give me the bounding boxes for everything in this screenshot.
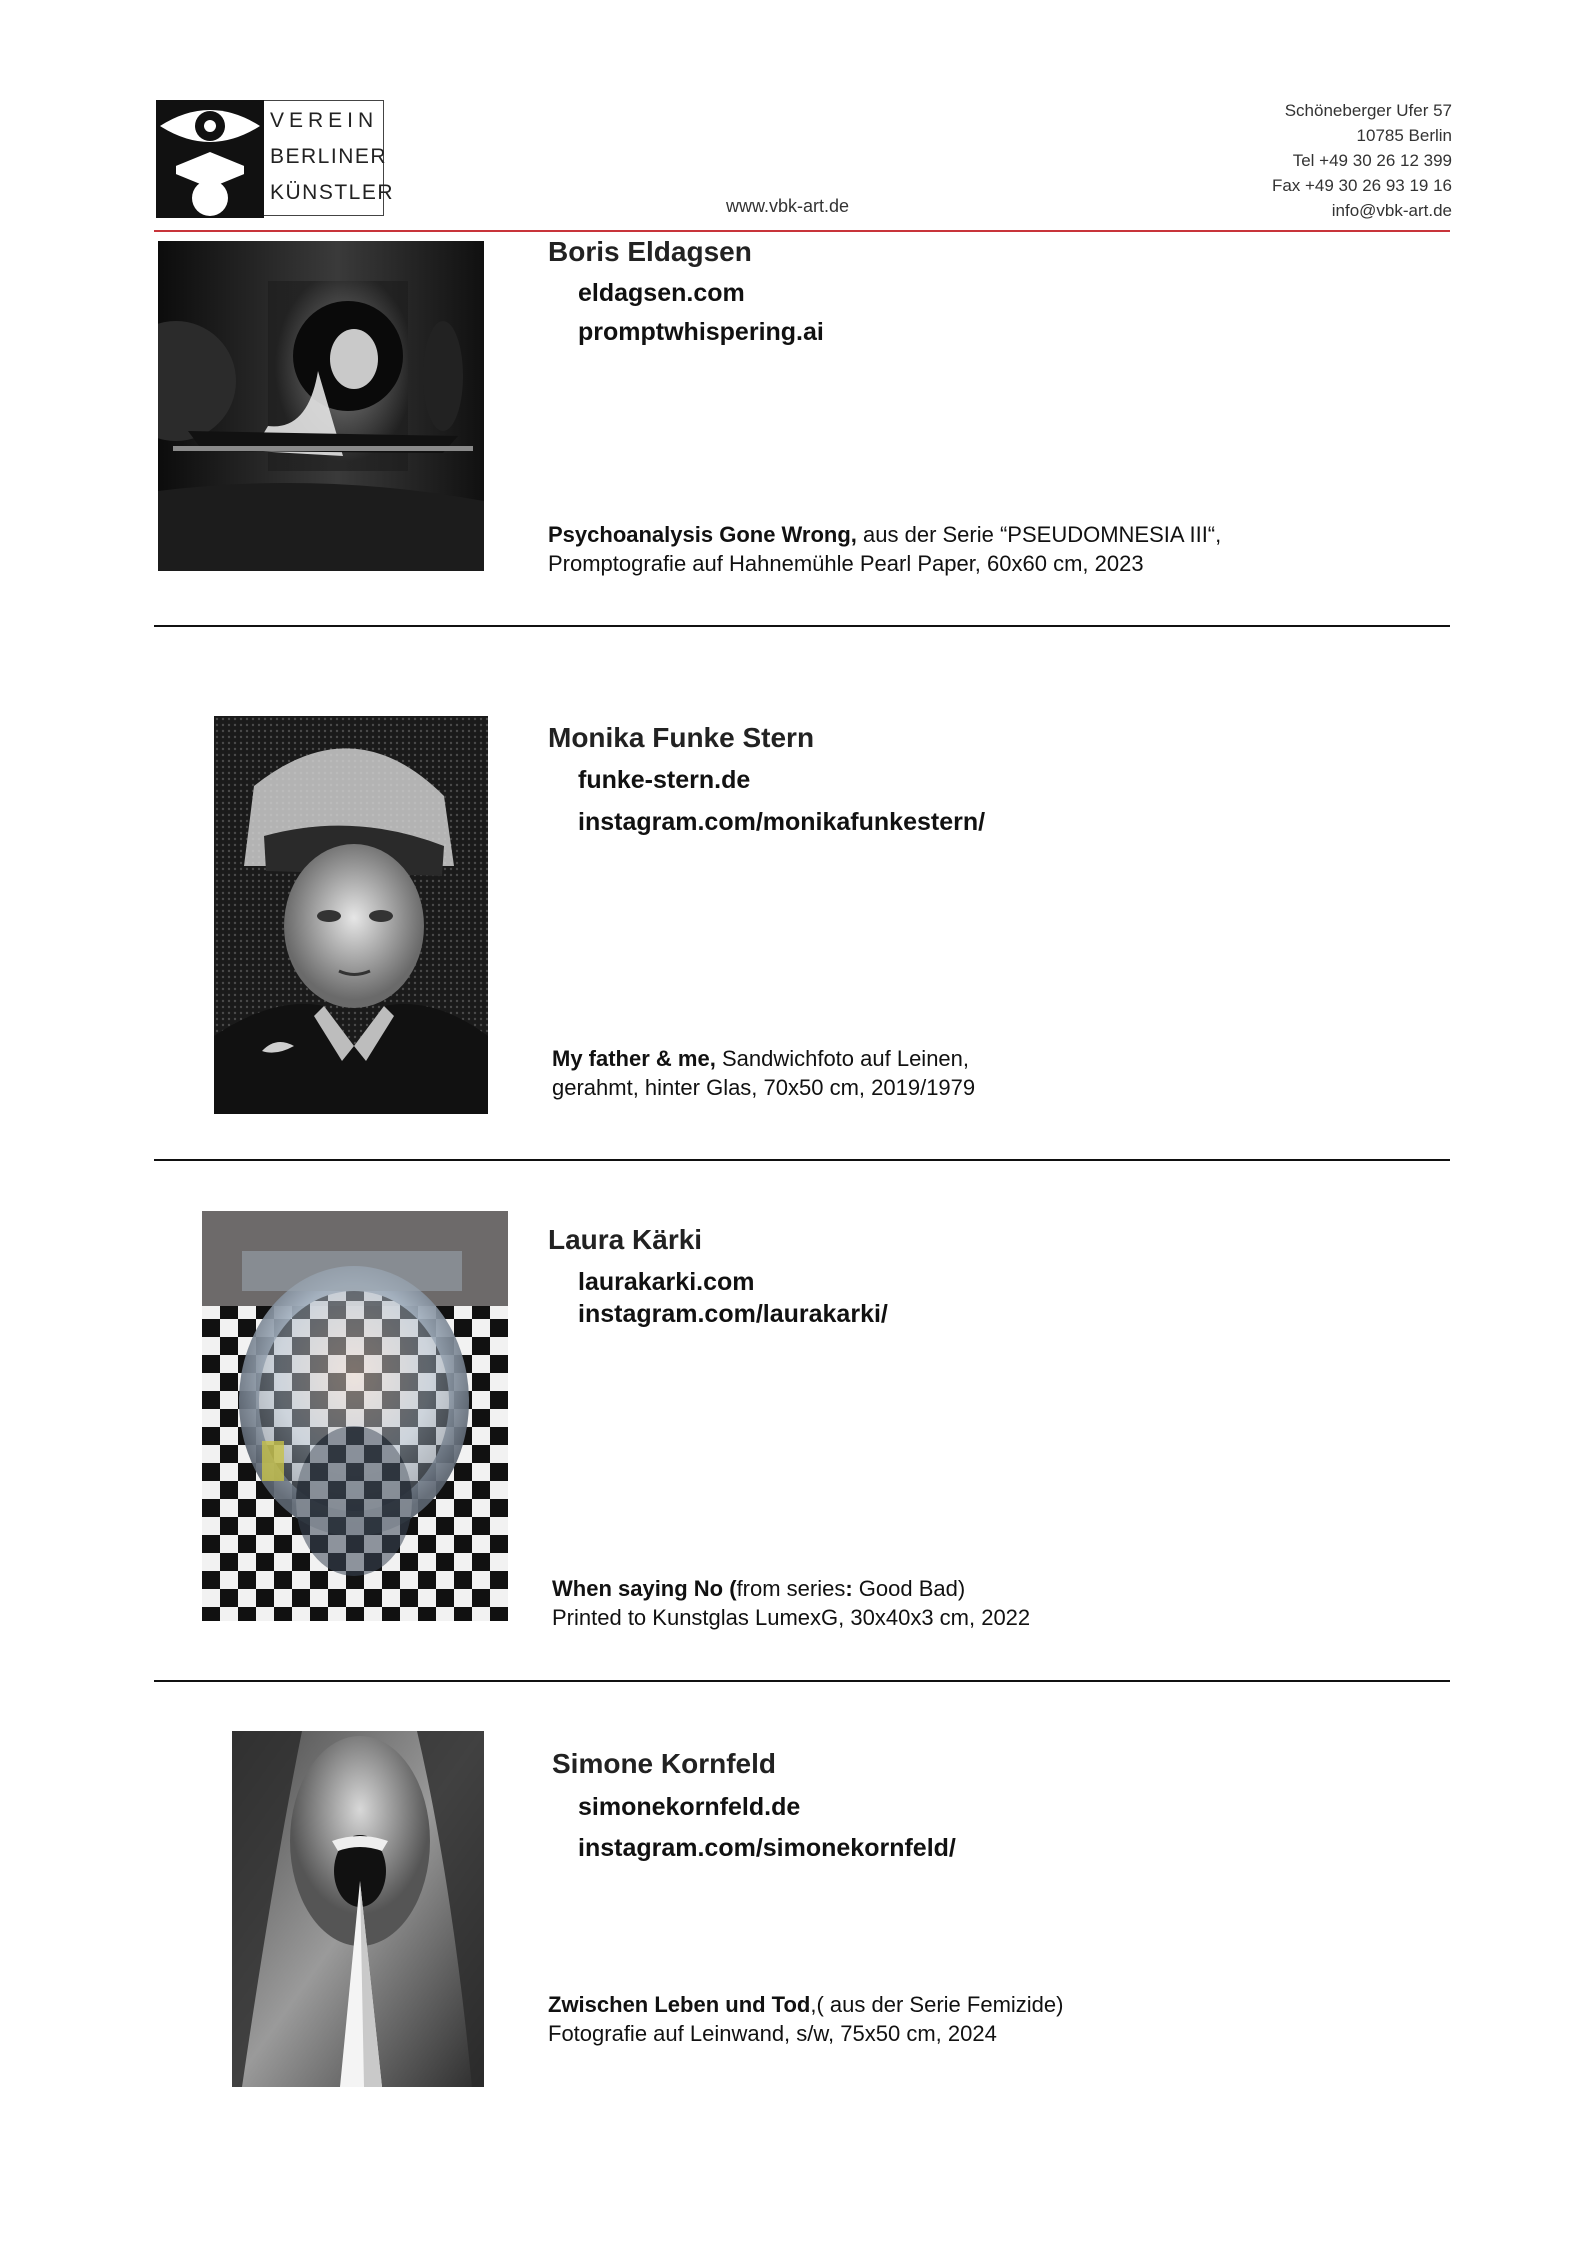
caption-line-2: Printed to Kunstglas LumexG, 30x40x3 cm, 2022 <box>552 1605 1031 1630</box>
logo-line-verein: VEREIN <box>270 109 379 132</box>
artist-secondary-link[interactable]: promptwhispering.ai <box>578 318 824 346</box>
address-street: Schöneberger Ufer 57 <box>1284 101 1452 120</box>
logo-wordmark <box>264 100 395 216</box>
artwork-series-name: Good Bad) <box>852 1576 966 1601</box>
artwork-caption <box>552 1574 1030 1632</box>
artist-website-link[interactable]: simonekornfeld.de <box>578 1793 801 1821</box>
website-link[interactable]: www.vbk-art.de <box>726 196 850 216</box>
caption-line-1 <box>548 1990 1063 2019</box>
artist-name: Monika Funke Stern <box>548 722 815 753</box>
artist-website-link[interactable]: funke-stern.de <box>578 766 751 794</box>
artist-name: Simone Kornfeld <box>552 1748 777 1779</box>
caption-line-2: Fotografie auf Leinwand, s/w, 75x50 cm, 2024 <box>548 2021 997 2046</box>
artwork-image-kornfeld <box>232 1731 484 2087</box>
address-fax: Fax +49 30 26 93 19 16 <box>1271 176 1452 195</box>
caption-line-1 <box>552 1044 975 1073</box>
section-divider <box>154 1159 1450 1161</box>
address-block <box>1272 98 1452 223</box>
artist-name: Boris Eldagsen <box>548 236 752 267</box>
eye-emblem-icon <box>156 100 264 218</box>
caption-line-2: gerahmt, hinter Glas, 70x50 cm, 2019/1979 <box>552 1075 976 1100</box>
artwork-caption <box>548 1990 1063 2048</box>
artwork-title: Psychoanalysis Gone Wrong, <box>548 522 857 547</box>
caption-line-1 <box>548 520 1221 549</box>
header-divider <box>154 230 1450 232</box>
section-divider <box>154 625 1450 627</box>
artwork-title: Zwischen Leben und Tod <box>548 1992 811 2017</box>
artist-website-link[interactable]: eldagsen.com <box>578 279 745 307</box>
artist-name: Laura Kärki <box>548 1224 703 1255</box>
artwork-image-funke-stern <box>214 716 488 1114</box>
artwork-title: My father & me, <box>552 1046 716 1071</box>
artwork-series: ,( aus der Serie Femizide) <box>810 1992 1064 2017</box>
artwork-caption <box>548 520 1221 578</box>
vbk-logo <box>156 100 395 218</box>
section-divider <box>154 1680 1450 1682</box>
artist-instagram-link[interactable]: instagram.com/monikafunkestern/ <box>578 808 986 836</box>
caption-line-1 <box>552 1574 1030 1603</box>
artist-website-link[interactable]: laurakarki.com <box>578 1268 755 1296</box>
logo-line-kuenstler: KÜNSTLER <box>270 181 395 204</box>
artwork-caption <box>552 1044 975 1102</box>
artwork-series: aus der Serie “PSEUDOMNESIA III“, <box>856 522 1222 547</box>
address-city: 10785 Berlin <box>1356 126 1452 145</box>
address-email[interactable]: info@vbk-art.de <box>1331 201 1452 220</box>
artwork-title: When saying No ( <box>552 1576 737 1601</box>
artwork-image-eldagsen <box>158 241 484 571</box>
address-phone: Tel +49 30 26 12 399 <box>1292 151 1452 170</box>
artist-instagram-link[interactable]: instagram.com/simonekornfeld/ <box>578 1834 956 1862</box>
artwork-image-karki <box>202 1211 508 1621</box>
artwork-series-label: from series <box>736 1576 846 1601</box>
logo-line-berliner: BERLINER <box>270 145 388 168</box>
artwork-medium: Sandwichfoto auf Leinen, <box>715 1046 970 1071</box>
caption-line-2: Promptografie auf Hahnemühle Pearl Paper, 60x60 cm, 2023 <box>548 551 1144 576</box>
artist-instagram-link[interactable]: instagram.com/laurakarki/ <box>578 1300 888 1328</box>
artwork-series-colon: : <box>845 1576 853 1601</box>
